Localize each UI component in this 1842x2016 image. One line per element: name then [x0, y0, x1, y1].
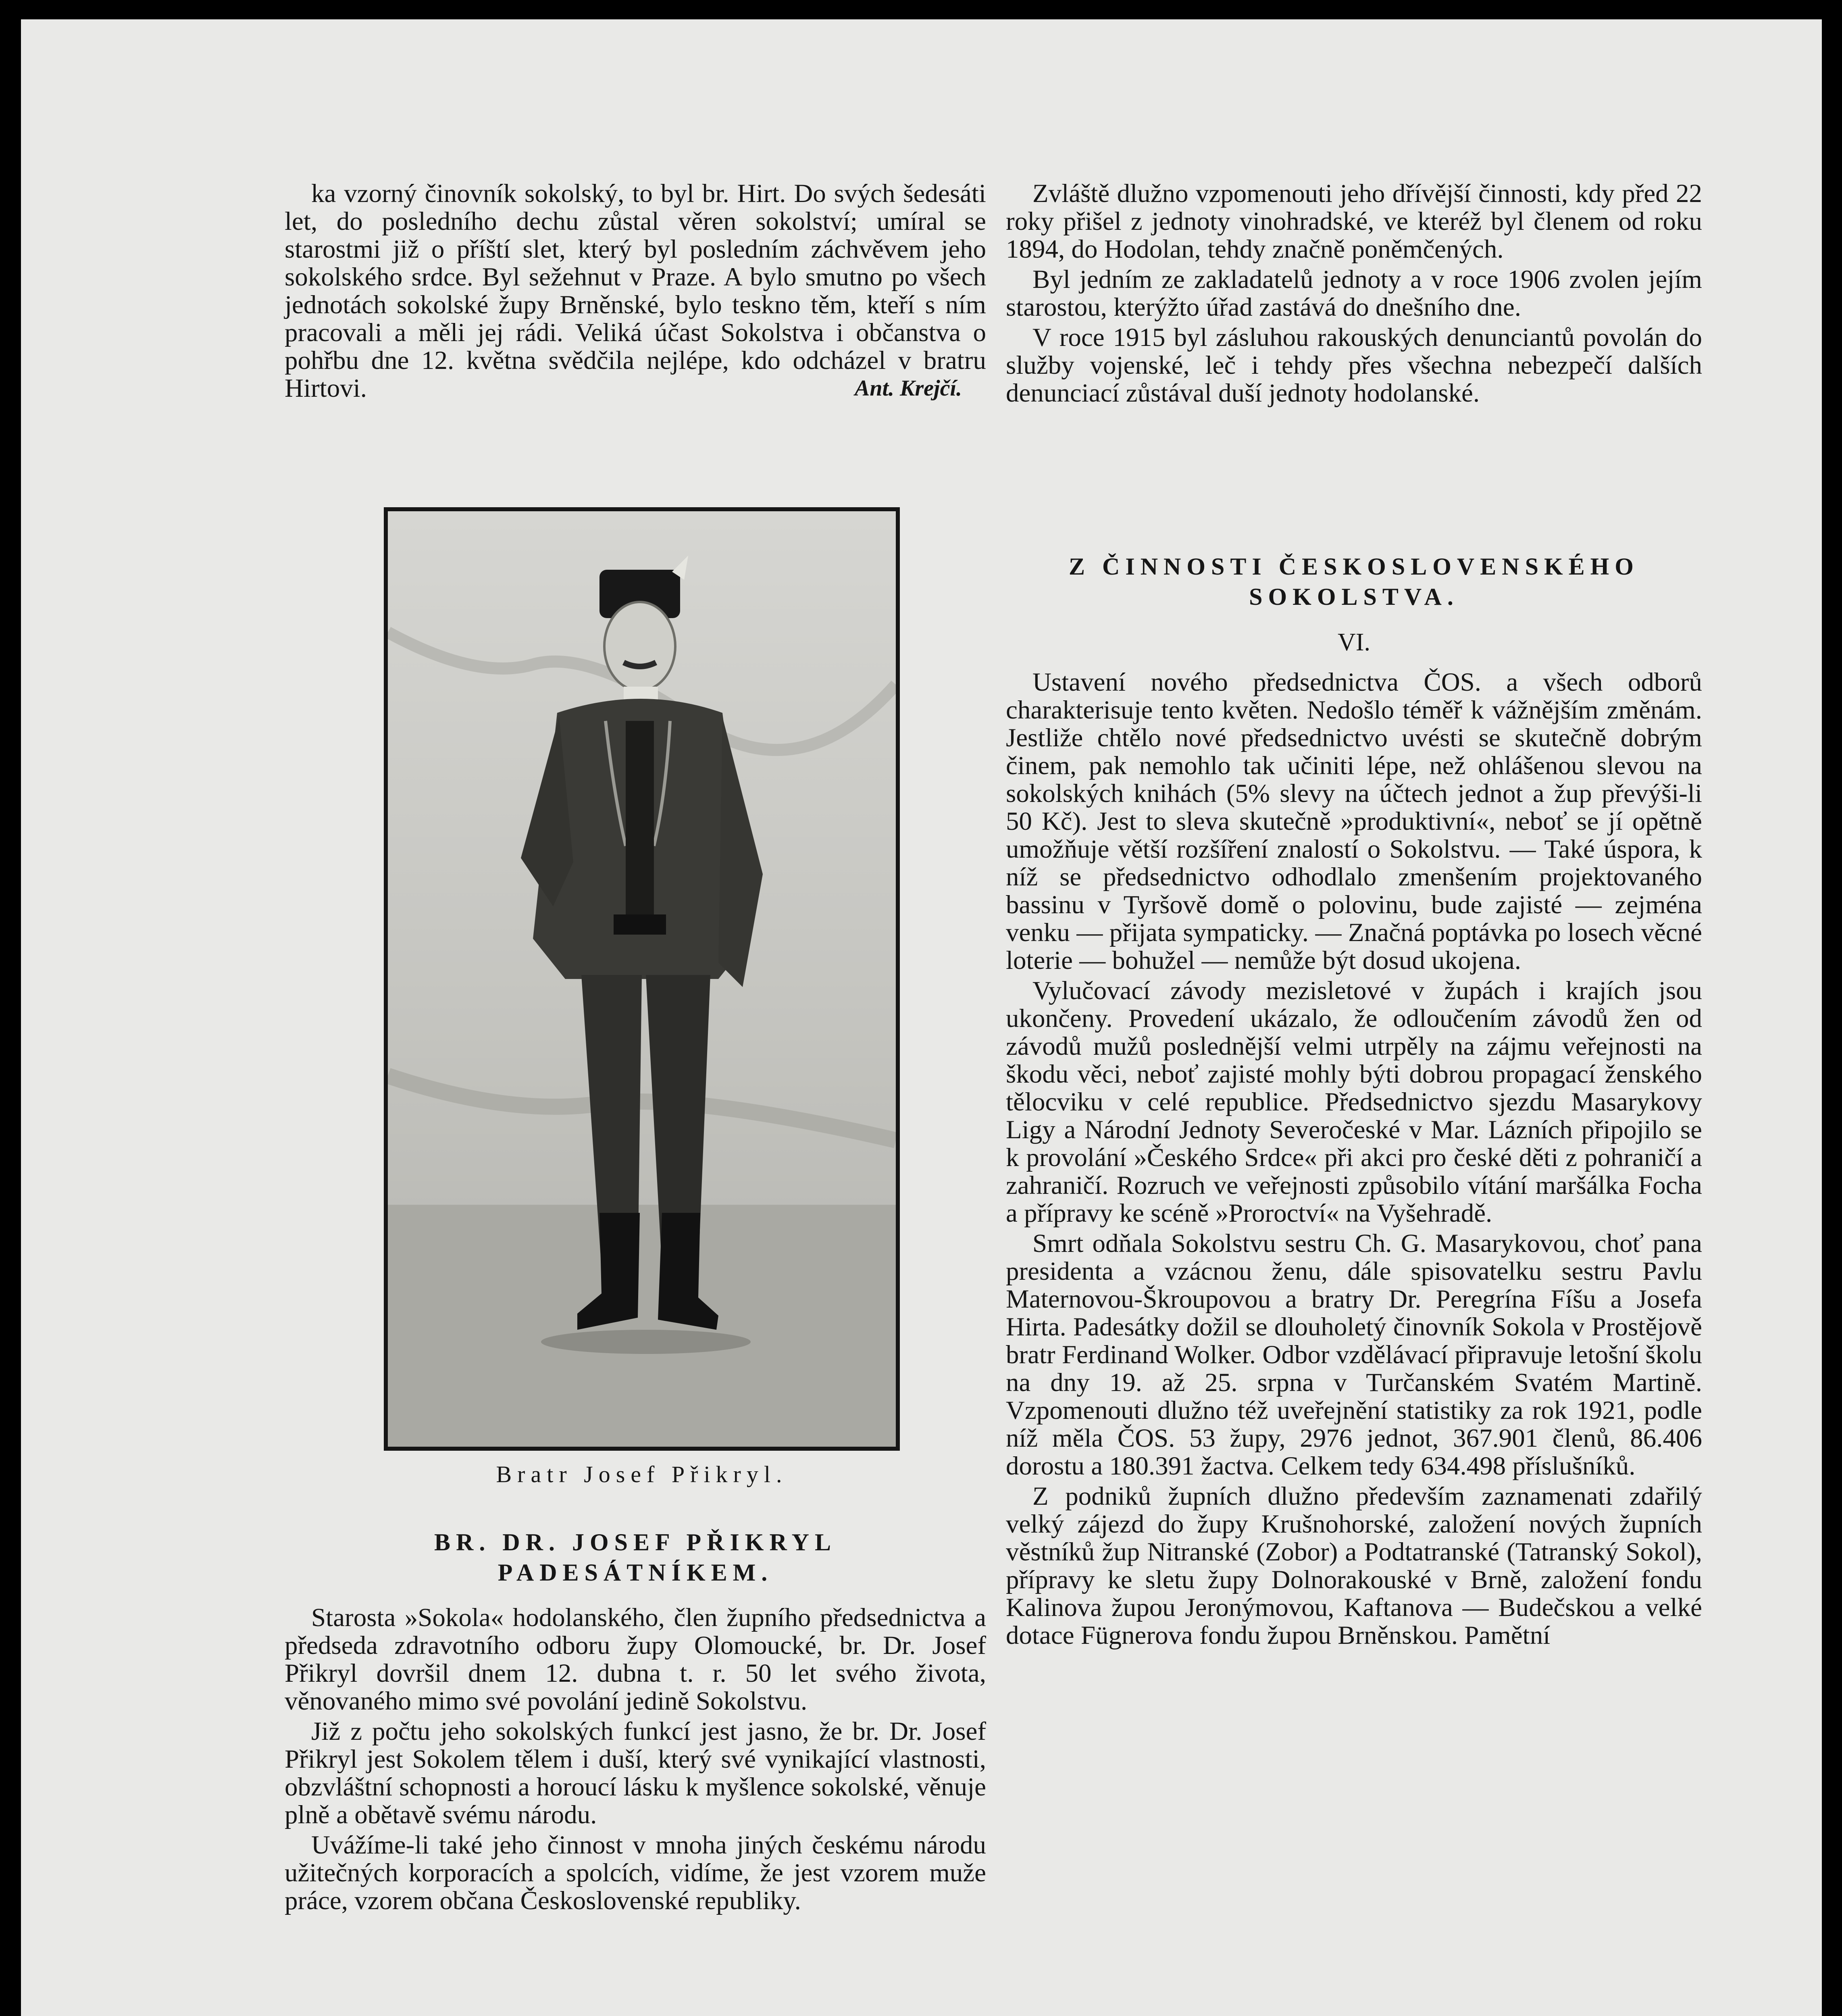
right-article-body [1006, 669, 1702, 1649]
photo-caption: Bratr Josef Přikryl. [496, 1461, 788, 1487]
right-heading-line: SOKOLSTVA. [1249, 583, 1459, 610]
body-paragraph: Ustavení nového předsednictva ČOS. a všech odborů charakterisuje tento květen. Nedošlo téměř k vážnějším změnám. Jestliže chtělo nové předsednictvo uvésti se skutečně dobrým činem, pak nemohlo tak učiniti lépe, než ohlášenou slevou na sokolských knihách (5% slevy na účtech jednot a žup převýši-li 50 Kč). Jest to sleva skutečně »produktivní«, neboť se jí opětně umožňuje větší rozšíření znalostí o Sokolstvu. — Také úspora, k níž se předsednictvo odhodlalo zmenšením projektovaného bassinu v Tyršově domě o polovinu, bude zajisté — zejména venku — přijata sympaticky. — Značná poptávka po losech věcné loterie — bohužel — nemůže být dosud ukojena. [1006, 668, 1702, 975]
left-article-body [285, 1604, 986, 1915]
body-paragraph: Smrt odňala Sokolstvu sestru Ch. G. Masarykovou, choť pana presidenta a vzácnou ženu, dále spisovatelku sestru Pavlu Maternovou-Škroupovou a bratry Dr. Peregrína Fíšu a Josefa Hirta. Padesátky dožil se dlouholetý činovník Sokola v Prostějově bratr Ferdinand Wolker. Odbor vzdělávací připravuje letošní školu na dny 19. až 25. srpna v Turčanském Svatém Martině. Vzpomenouti dlužno též uveřejnění statistiky za rok 1921, podle níž měla ČOS. 53 župy, 2976 jednot, 367.901 členů, 86.406 dorostu a 180.391 žactva. Celkem tedy 634.498 příslušníků. [1006, 1229, 1702, 1481]
left-article-heading [285, 1527, 986, 1588]
right-heading-line: Z ČINNOSTI ČESKOSLOVENSKÉHO [1069, 553, 1639, 580]
body-paragraph: V roce 1915 byl zásluhou rakouských denunciantů povolán do služby vojenské, leč i tehdy přes všechna nebezpečí dalších denunciací zůstával duší jednoty hodolanské. [1006, 323, 1702, 408]
obituary-paragraph: ka vzorný činovník sokolský, to byl br. Hirt. Do svých šedesáti let, do posledního dechu zůstal věren sokolství; umíral se starostmi již o příští slet, který byl posledním záchvěvem jeho sokolského srdce. Byl sežehnut v Praze. A bylo smutno po všech jednotách sokolské župy Brněnské, bylo teskno těm, kteří s ním pracovali a měli jej rádi. Veliká účast Sokolstva i občanstva o pohřbu dne 12. května svědčila nejlépe, kdo odcházel v bratru Hirtovi. Ant. Krejčí. [285, 179, 986, 403]
right-top-text-block [1006, 180, 1702, 407]
body-paragraph: Vylučovací závody mezisletové v župách i krajích jsou ukončeny. Provedení ukázalo, že odloučením závodů žen od závodů mužů poslednější velmi utrpěly na zájmu veřejnosti na škodu věci, neboť zajisté mohly býti dobrou propagací ženského tělocviku v celé republice. Předsednictvo sjezdu Masarykovy Ligy a Národní Jednoty Severočeské v Mar. Lázních připojilo se k provolání »Českého Srdce« při akci pro české děti z pohraničí a zahraničí. Rozruch ve veřejnosti způsobilo vítání maršálka Focha a přípravy ke scéně »Proroctví« na Vyšehradě. [1006, 976, 1702, 1228]
body-paragraph: Z podniků župních dlužno především zaznamenati zdařilý velký zájezd do župy Krušnohorské, založení nových župních věstníků žup Nitranské (Zobor) a Podtatranské (Tatranský Sokol), přípravy ke sletu župy Dolnorakouské v Brně, založení fondu Kalinova župou Jeronýmovou, Kaftanova — Budečskou a velké dotace Fügnerova fondu župou Brněnskou. Pamětní [1006, 1482, 1702, 1650]
body-paragraph: Zvláště dlužno vzpomenouti jeho dřívější činnosti, kdy před 22 roky přišel z jednoty vinohradské, ve kteréž byl členem od roku 1894, do Hodolan, tehdy značně poněmčených. [1006, 179, 1702, 264]
section-number: VI. [1338, 629, 1370, 656]
body-paragraph: Uvážíme-li také jeho činnost v mnoha jiných českému národu užitečných korporacích a spolcích, vidíme, že jest vzorem muže práce, vzorem občana Československé republiky. [285, 1831, 986, 1915]
right-section-heading [1006, 552, 1702, 612]
body-paragraph: Starosta »Sokola« hodolanského, člen župního předsednictva a předseda zdravotního odboru župy Olomoucké, br. Dr. Josef Přikryl dovršil dnem 12. dubna t. r. 50 let svého života, věnovaného mimo své povolání jedině Sokolstvu. [285, 1603, 986, 1716]
body-paragraph: Byl jedním ze zakladatelů jednoty a v roce 1906 zvolen jejím starostou, kterýžto úřad zastává do dnešního dne. [1006, 265, 1702, 322]
left-heading-line: BR. DR. JOSEF PŘIKRYL [434, 1529, 837, 1556]
portrait-photo [384, 507, 900, 1451]
body-paragraph: Již z počtu jeho sokolských funkcí jest jasno, že br. Dr. Josef Přikryl jest Sokolem tělem i duší, který své vynikající vlastnosti, obzvláštní schopnosti a horoucí lásku k myšlence sokolské, věnuje plně a obětavě svému národu. [285, 1717, 986, 1829]
portrait-figure-illustration [388, 511, 896, 1447]
author-signature: Ant. Krejčí. [854, 376, 962, 401]
page-sheet [21, 19, 1822, 2016]
left-top-text-block [285, 180, 986, 402]
left-heading-line: PADESÁTNÍKEM. [497, 1559, 773, 1586]
